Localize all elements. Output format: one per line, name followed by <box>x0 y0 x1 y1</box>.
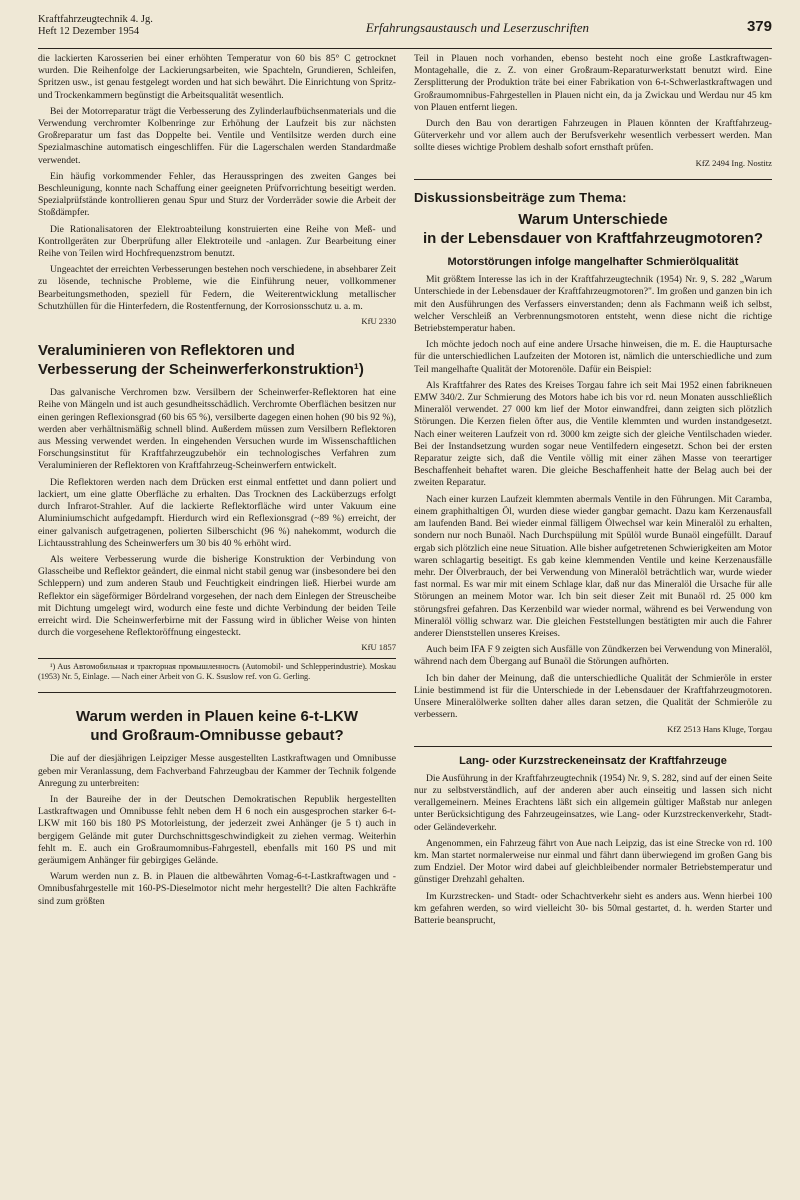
article-title-line: in der Lebensdauer von Kraftfahrzeugmotoren? <box>422 230 764 248</box>
article-title-line: und Großraum-Omnibusse gebaut? <box>90 727 344 745</box>
article-signature: KfZ 2513 Hans Kluge, Torgau <box>667 724 772 735</box>
article-title-line: Verbesserung der Scheinwerferkonstruktion¹) <box>38 361 364 379</box>
paragraph: Die Ausführung in der Kraftfahrzeugtechnik (1954) Nr. 9, S. 282, sind auf der einen Seite nur zu selbstverständlich, auf der anderen aber auch einseitig und lassen sich nicht verallgemeinern. Meines Erachtens läßt sich ein allgemein gültiger Maßstab nur anlegen unter Berücksichtigung des Fahrzeugeinsatzes, wie Lang- oder Kurzstreckenverkehr, Stadt- oder Geländeverkehr. <box>414 772 772 833</box>
paragraph: Auch beim IFA F 9 zeigten sich Ausfälle von Zündkerzen bei Verwendung von Mineralöl, während nach dem Übergang auf Bunaöl die Störungen aufhörten. <box>414 644 772 668</box>
paragraph: die lackierten Karosserien bei einer erhöhten Temperatur von 60 bis 85° C getrocknet wurden. Die Reihenfolge der Lackierungsarbeiten, wie Spachteln, Grundieren, Schleifen, Spritzen usw., ist genau festgelegt worden und hat sich bewährt. Die Einrichtung von Spritz- und Trockenkammern begünstigt die Arbeitsqualität wesentlich. <box>38 53 396 101</box>
paragraph: Ich bin daher der Meinung, daß die unterschiedliche Qualität der Schmieröle in erster Linie bestimmend ist für die Unterschiede in der Lebensdauer der Kraftfahrzeugmotoren. Unsere Mineralölwerke sollten daher alles daran setzen, die Qualität der Schmieröle zu verbessern. <box>414 672 772 721</box>
divider <box>38 692 396 693</box>
two-column-body <box>38 53 772 931</box>
article-title-line: Warum Unterschiede <box>518 211 668 229</box>
article-signature: KfU 1857 <box>361 642 396 653</box>
paragraph: Das galvanische Verchromen bzw. Versilbern der Scheinwerfer-Reflektoren hat eine Reihe von Mängeln und ist auch gesundheitsschädlich. Verchromte Oberflächen besitzen nur einen geringen Reflexionsgrad (60 bis 65 %), versilberte dagegen einen hohen (90 bis 92 %), werden aber verhältnismäßig schnell blind. Außerdem müssen zum Versilbern Reflektoren aus Messing verwendet werden. In eingehenden Versuchen wurde im Wissenschaftlichen Forschungsinstitut für Kraftfahrzeugzubehör ein technologisches Verfahren zum Veraluminieren der Reflektoren von Kraftfahrzeug-Scheinwerfern entwickelt. <box>38 387 396 472</box>
contribution-title: Motorstörungen infolge mangelhafter Schmierölqualität <box>447 256 739 269</box>
paragraph: Mit größtem Interesse las ich in der Kraftfahrzeugtechnik (1954) Nr. 9, S. 282 „Warum Unterschiede in der Lebensdauer der Kraftfahrzeugmotoren?". Im großen und ganzen bin ich mit den Ausführungen des Verfassers einverstanden; denn als Fachmann weiß ich selbst, welcher Verschleiß an Verbrennungsmotoren entsteht, wenn diese nicht die richtige Betriebstemperatur haben. <box>414 274 772 335</box>
divider <box>414 746 772 747</box>
paragraph: Teil in Plauen noch vorhanden, ebenso besteht noch eine große Lastkraftwagen-Montagehalle, die z. Z. von einer Großraum-Reparaturwerkstatt benutzt wird. Eine Zersplitterung der Produktion träte bei einer Fabrikation von 6-t-Schwerlastkraftwagen und Großraumomnibus-Fahrgestellen in Plauen nicht ein, da ja Zwickau und Werdau nur 45 km von Plauen entfernt liegen. <box>414 53 772 113</box>
discussion-intro: Diskussionsbeiträge zum Thema: <box>414 189 627 205</box>
section-title: Erfahrungsaustausch und Leserzuschriften <box>365 20 590 35</box>
paragraph: Als Kraftfahrer des Rates des Kreises Torgau fahre ich seit Mai 1952 einen fabrikneuen EMW 340/2. Zur Schmierung des Motors habe ich bis vor rd. neun Monaten ausschließlich Mineralöl verwendet. 27 000 km lief der Motor einwandfrei, dann zeigten sich plötzlich Störungen. Die Kerzen fielen öfter aus, die Ventile klemmten und wurden instandgesetzt. Nach einer weiteren Laufzeit von rd. 3000 km zeigte sich der gleiche Ventilschaden wieder. Bei der Instandsetzung wurden sogar neue Ventilfedern eingesetzt. Schon bei der ersten Reparatur zeigte sich, daß die Ventile völlig mit einer zähen Masse von teerartiger Beschaffenheit behaftet waren. Die gleiche Beschaffenheit hatte der Belag auch bei der zweiten Reparatur. <box>414 379 772 489</box>
paragraph: Die Reflektoren werden nach dem Drücken erst einmal entfettet und dann poliert und lackiert, um eine glatte Oberfläche zu erhalten. Das Trocknen des Lacküberzugs erfolgt durch Infrarot-Strahler. Auf die lackierte Reflektorfläche wird unter Vakuum eine Aluminiumschicht aufgedampft. Hierdurch wird ein Reflexionsgrad (~89 %) erreicht, der einer galvanisch aufgetragenen, polierten Silberschicht (96 %) nahekommt, wodurch die Lichtausstrahlung des Scheinwerfers um 30 bis 40 % erhöht wird. <box>38 476 396 549</box>
left-column <box>38 53 396 931</box>
contribution-title: Lang- oder Kurzstreckeneinsatz der Kraftfahrzeuge <box>459 754 727 767</box>
paragraph: Ein häufig vorkommender Fehler, das Herausspringen des zweiten Ganges bei Beschleunigung, konnte nach Schaffung einer geeigneten Prüfvorrichtung beseitigt werden. Spezialprüfstände kontrollieren genau Spur und Sturz der Vorderräder sowie die Arbeit der Stoßdämpfer. <box>38 170 396 219</box>
discussion-title <box>414 210 772 248</box>
footnote: ¹) Aus Автомобильная и тракторная промышленность (Automobil- und Schlepperindustrie). Moskau (1953) Nr. 5, Einlage. — Nach einer Arbeit von G. K. Ssuslow ref. von G. Gerling. <box>38 658 396 683</box>
article-title <box>38 341 396 379</box>
paragraph: Im Kurzstrecken- und Stadt- oder Schachtverkehr sieht es anders aus. Wenn hierbei 100 km gefahren werden, so wird vielleicht 30- bis 50mal gestartet, d. h. werden Starter und Batterie beansprucht, <box>414 890 772 926</box>
paragraph: Angenommen, ein Fahrzeug fährt von Aue nach Leipzig, das ist eine Strecke von rd. 100 km. Man startet normalerweise nur einmal und fährt dann überwiegend im großen Gang bis zum Endziel. Der Motor wird dabei auf gleichbleibender normaler Betriebstemperatur und günstiger Drehzahl gehalten. <box>414 837 772 886</box>
paragraph: Die Rationalisatoren der Elektroabteilung konstruierten eine Reihe von Meß- und Kontrollgeräten zur Überprüfung aller Elektroteile und -anlagen. Zur Bearbeitung einer Reihe von Teilen wird Hochfrequenzstrom benutzt. <box>38 223 396 260</box>
article-title-line: Warum werden in Plauen keine 6-t-LKW <box>76 708 358 726</box>
paragraph: Als weitere Verbesserung wurde die bisherige Konstruktion der Verbindung von Glasscheibe und Reflektor geändert, die einmal nicht stabil genug war (insbesondere bei den Schleppern) und zum anderen Staub und Feuchtigkeit eindringen ließ. Hierbei wurde am Reflektor ein sägeförmiger Bördelrand vorgesehen, der nach dem Einlegen der Streuscheibe mit Dichtung umgelegt wird, wodurch eine feste und dichte Verbindung der beiden Teile erreicht wird. Die Scheinwerferbirne mit der Fassung wird in üblicher Weise von hinten durch die vorgesehene Reflektoröffnung eingesteckt. <box>38 553 396 639</box>
article-title-line: Veraluminieren von Reflektoren und <box>38 342 295 360</box>
right-column <box>414 53 772 931</box>
article-signature: KfU 2330 <box>361 316 396 327</box>
journal-issue: Heft 12 Dezember 1954 <box>38 26 140 37</box>
article-title <box>38 707 396 745</box>
paragraph: Die auf der diesjährigen Leipziger Messe ausgestellten Lastkraftwagen und Omnibusse geben mir Veranlassung, dem Fachverband Fahrzeugbau der Kammer der Technik folgende Anregung zu unterbreiten: <box>38 753 396 789</box>
journal-title: Kraftfahrzeugtechnik 4. Jg. <box>38 14 153 25</box>
page-header <box>38 14 772 49</box>
paragraph: Durch den Bau von derartigen Fahrzeugen in Plauen könnten der Kraftfahrzeug-Güterverkehr und vor allem auch der Berufsverkehr wesentlich verbessert werden. Man sollte dieses wichtige Problem deshalb sofort ernsthaft prüfen. <box>414 118 772 154</box>
paragraph: Ich möchte jedoch noch auf eine andere Ursache hinweisen, die m. E. die Hauptursache für die unterschiedlichen Laufzeiten der Motoren ist, nämlich die unterschiedliche und zum Teil mangelhafte Qualität der Motorenöle. Dafür ein Beispiel: <box>414 339 772 375</box>
paragraph: Ungeachtet der erreichten Verbesserungen bestehen noch verschiedene, in absehbarer Zeit zu lösende, technische Probleme, wie die Einführung neuer, vollkommener Bearbeitungsmethoden, speziell für Federn, die Weiterentwicklung metallischer Schutzhüllen für die Hinterfedern, die Rostentfernung, der Korrosionsschutz u. a. m. <box>38 264 396 312</box>
paragraph: Warum werden nun z. B. in Plauen die altbewährten Vomag-6-t-Lastkraftwagen und -Omnibusfahrgestelle mit 160-PS-Dieselmotor nicht mehr hergestellt? Die alten Fachkräfte sind zum größten <box>38 871 396 907</box>
divider <box>414 179 772 180</box>
paragraph: Nach einer kurzen Laufzeit klemmten abermals Ventile in den Führungen. Mit Caramba, einem graphithaltigen Öl, wurden diese wieder gangbar gemacht. Dazu kam Kerzenausfall am laufenden Band. Bei wieder einmal fälligem Ölwechsel war kein Mineralöl zu erhalten, sondern nur noch Bunaöl. Nach Durchspülung mit Spülöl wurde Bunaöl eingefüllt. Darauf ergab sich plötzlich eine neue Situation. Alle bisher aufgetretenen Schwierigkeiten am Motor waren schlagartig beseitigt. Es gab keine klemmenden Ventile und keine Kerzenausfälle mehr. Der Ölverbrauch, der bei Verwendung von Mineralöl beträchtlich war, wurde wieder fast normal. Es war mir mit einem Schlage klar, daß nur das Mineralöl die Ursache für alle Störungen an meinem Motor war. Ich bin seit dieser Zeit mit Bunaöl rd. 25 000 km störungsfrei gefahren. Das Kerzenbild war wieder normal, während es bei Verwendung von Mineralöl völlig schwarz war. Die gleichen Feststellungen bestätigten mir auch die Fahrer anderer Dienststellen unseres Kreises. <box>414 493 772 639</box>
paragraph: In der Baureihe der in der Deutschen Demokratischen Republik hergestellten Lastkraftwagen und Omnibusse fehlt neben dem H 6 noch ein ausgesprochen starker 6-t-LKW mit 160 bis 180 PS Motorleistung, der jederzeit zwei Anhänger (je 5 t) auch in bergigem Gelände mit guter Durchschnittsgeschwindigkeit zu ziehen vermag. Weiterhin fehlt m. E. auch ein Großraumomnibus-Fahrgestell, ebenfalls mit 160 PS und mit geräumigem Anhänger für gebirgiges Gelände. <box>38 793 396 866</box>
article-signature: KfZ 2494 Ing. Nostitz <box>695 157 772 168</box>
page-number: 379 <box>746 18 772 35</box>
paragraph: Bei der Motorreparatur trägt die Verbesserung des Zylinderlaufbüchsenmaterials und die Verwendung verchromter Kolbenringe zur Erhöhung der Laufzeit bis zur nächsten Großreparatur um fast das Doppelte bei. Ventile und Ventilsitze werden durch eine Spezialmaschine automatisch eingeschliffen. Für die Lagerschalen werden Standardmaße verwendet. <box>38 105 396 166</box>
journal-info <box>38 14 208 38</box>
